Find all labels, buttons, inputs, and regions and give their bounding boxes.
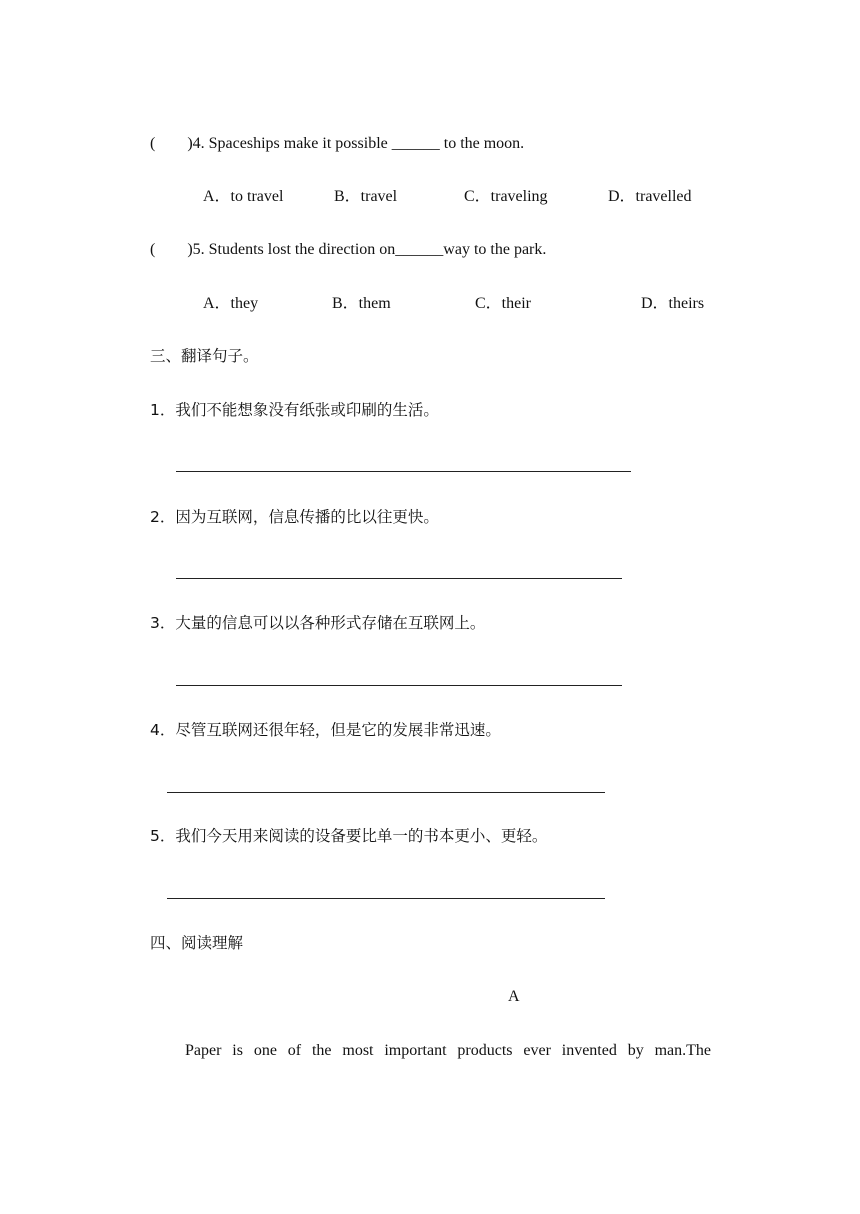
question-4-option-a: A．to travel: [203, 188, 284, 205]
question-4-option-d: D．travelled: [608, 188, 692, 205]
question-5-stem: ( )5. Students lost the direction on______way to the park.: [150, 241, 547, 258]
passage-first-line: Paper is one of the most important products ever invented by man.The: [185, 1042, 711, 1059]
section-4-heading: 四、阅读理解: [150, 934, 244, 952]
translation-item-5: 5．我们今天用来阅读的设备要比单一的书本更小、更轻。: [150, 827, 548, 845]
translation-item-3: 3．大量的信息可以以各种形式存储在互联网上。: [150, 614, 486, 632]
question-5-option-a: A．they: [203, 295, 259, 312]
answer-line-4[interactable]: [167, 792, 605, 793]
question-5-option-b: B．them: [332, 295, 391, 312]
question-4-option-b: B．travel: [334, 188, 398, 205]
question-5-option-c: C．their: [475, 295, 531, 312]
answer-line-1[interactable]: [176, 471, 631, 472]
translation-item-4: 4．尽管互联网还很年轻，但是它的发展非常迅速。: [150, 721, 501, 739]
translation-item-2: 2．因为互联网，信息传播的比以往更快。: [150, 508, 439, 526]
question-5-option-d: D．theirs: [641, 295, 705, 312]
answer-line-3[interactable]: [176, 685, 622, 686]
passage-label: A: [508, 988, 520, 1005]
question-4-option-c: C．traveling: [464, 188, 548, 205]
translation-item-1: 1．我们不能想象没有纸张或印刷的生活。: [150, 401, 439, 419]
question-4-stem: ( )4. Spaceships make it possible ______ to the moon.: [150, 135, 525, 152]
answer-line-2[interactable]: [176, 578, 622, 579]
answer-line-5[interactable]: [167, 898, 605, 899]
section-3-heading: 三、翻译句子。: [150, 347, 259, 365]
